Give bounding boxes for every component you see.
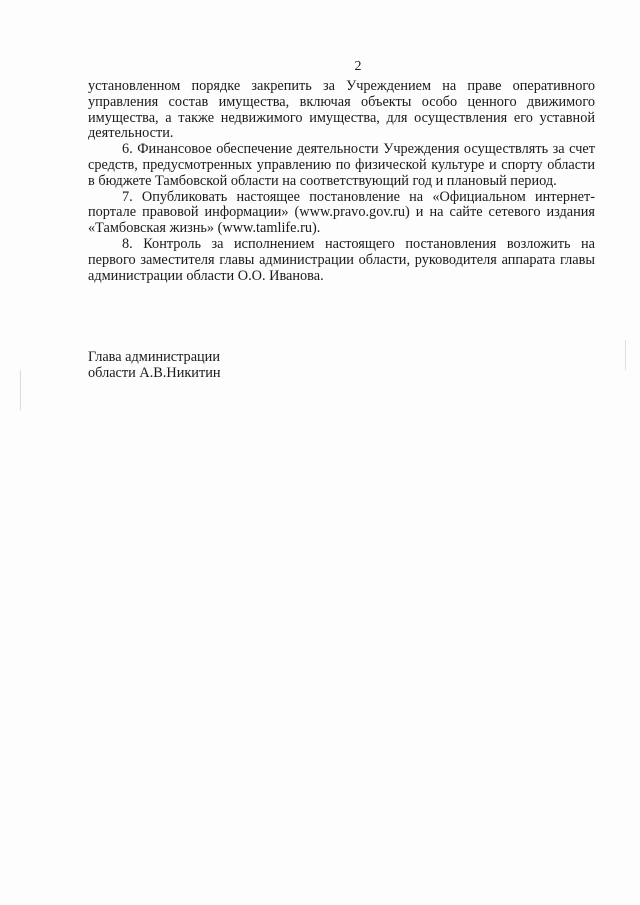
paragraph-6: 6. Финансовое обеспечение деятельности Учреждения осуществлять за счет средств, предусмотренных управлению по физической культуре и спорту области в бюджете Тамбовской области на соответствующий год и плановый период. bbox=[88, 141, 595, 189]
paragraph-8: 8. Контроль за исполнением настоящего постановления возложить на первого заместителя главы администрации области, руководителя аппарата главы администрации области О.О. Иванова. bbox=[88, 235, 595, 284]
signature-block bbox=[88, 349, 221, 381]
paragraph-7: 7. Опубликовать настоящее постановление на «Официальном интернет-портале правовой информации» (www.pravo.gov.ru) и на сайте сетевого издания «Тамбовская жизнь» (www.tamlife.ru). bbox=[88, 188, 595, 237]
paragraph-5-continuation: установленном порядке закрепить за Учреждением на праве оперативного управления состав имущества, включая объекты особо ценного движимого имущества, а также недвижимого имущества, для осуществления его уставной деятельности. bbox=[88, 78, 595, 142]
signature-title: Глава администрации bbox=[88, 349, 220, 365]
document-body bbox=[88, 79, 595, 284]
scan-artifact-right bbox=[625, 340, 626, 370]
signature-name: области А.В.Никитин bbox=[88, 365, 221, 381]
page-number: 2 bbox=[354, 59, 362, 74]
scan-artifact-left bbox=[20, 370, 21, 410]
